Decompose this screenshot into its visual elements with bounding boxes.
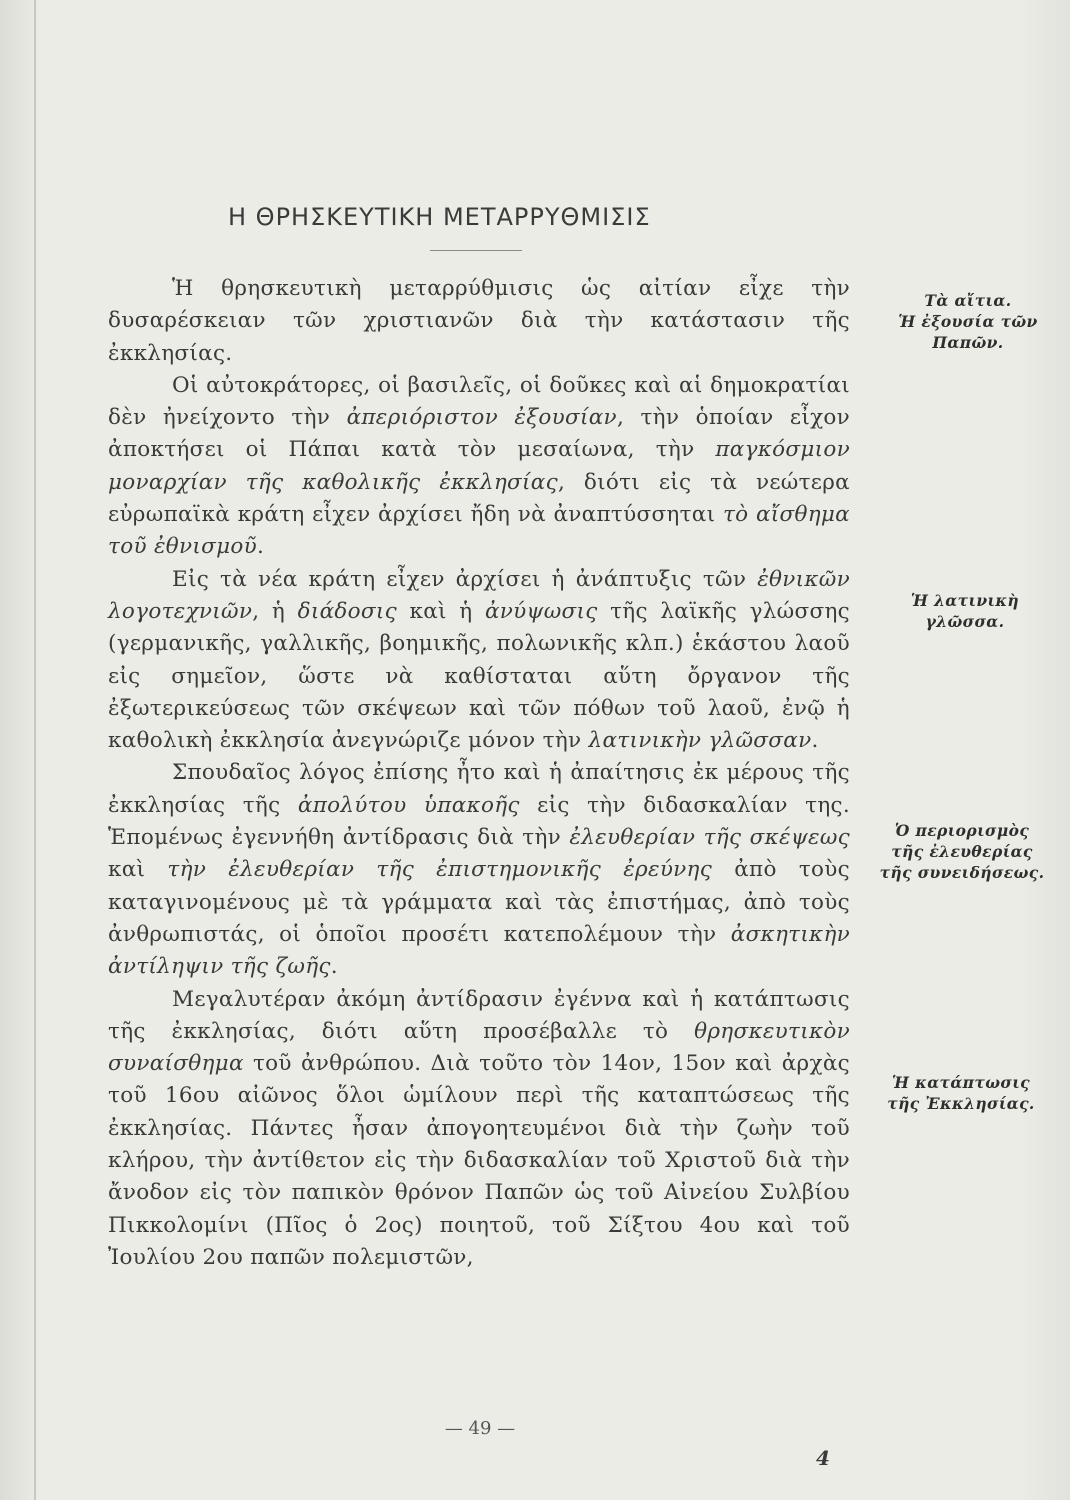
signature-mark: 4 bbox=[816, 1446, 830, 1470]
margin-note-freedom: Ὁ περιορισμὸς τῆς ἐλευθερίας τῆς συνειδήσεως. bbox=[879, 821, 1045, 882]
margin-note-decline: Ἡ κατάπτωσις τῆς Ἐκκλησίας. bbox=[887, 1073, 1035, 1113]
chapter-title: Η ΘΡΗΣΚΕΥΤΙΚΗ ΜΕΤΑΡΡΥΘΜΙΣΙΣ bbox=[228, 203, 651, 231]
paragraph-3: Εἰς τὰ νέα κράτη εἶχεν ἀρχίσει ἡ ἀνάπτυξις τῶν ἐθνικῶν λογοτεχνιῶν, ἡ διάδοσις καὶ ἡ ἀνύψωσις τῆς λαϊκῆς γλώσσης (γερμανικῆς, γαλλικῆς, βοημικῆς, πολωνικῆς κλπ.) ἑκάστου λαοῦ εἰς σημεῖον, ὥστε νὰ καθίσταται αὕτη ὄργανον τῆς ἐξωτερικεύσεως τῶν σκέψεων καὶ τῶν πόθων τοῦ λαοῦ, ἐνῷ ἡ καθολικὴ ἐκκλησία ἀνεγνώριζε μόνον τὴν λατινικὴν γλῶσσαν. bbox=[108, 566, 850, 754]
page-fold bbox=[34, 0, 36, 1500]
margin-note-causes: Τὰ αἴτια. Ἡ ἐξουσία τῶν Παπῶν. bbox=[898, 291, 1038, 352]
paragraph-2: Οἱ αὐτοκράτορες, οἱ βασιλεῖς, οἱ δοῦκες καὶ αἱ δημοκρατίαι δὲν ἠνείχοντο τὴν ἀπεριόριστον ἐξουσίαν, τὴν ὁποίαν εἶχον ἀποκτήσει οἱ Πάπαι κατὰ τὸν μεσαίωνα, τὴν παγκόσμιον μοναρχίαν τῆς καθολικῆς ἐκκλησίας, διότι εἰς τὰ νεώτερα εὐρωπαϊκὰ κράτη εἶχεν ἀρχίσει ἤδη νὰ ἀναπτύσσηται τὸ αἴσθημα τοῦ ἐθνισμοῦ. bbox=[108, 372, 851, 560]
body-text bbox=[108, 273, 850, 1274]
page-number: — 49 — bbox=[444, 1418, 516, 1439]
paragraph-4: Σπουδαῖος λόγος ἐπίσης ἦτο καὶ ἡ ἀπαίτησις ἐκ μέρους τῆς ἐκκλησίας τῆς ἀπολύτου ὑπακοῆς εἰς τὴν διδασκαλίαν της. Ἑπομένως ἐγεννήθη ἀντίδρασις διὰ τὴν ἐλευθερίαν τῆς σκέψεως καὶ τὴν ἐλευθερίαν τῆς ἐπιστημονικῆς ἐρεύνης ἀπὸ τοὺς καταγινομένους μὲ τὰ γράμματα καὶ τὰς ἐπιστήμας, ἀπὸ τοὺς ἀνθρωπιστάς, οἱ ὁποῖοι προσέτι κατεπολέμουν τὴν ἀσκητικὴν ἀντίληψιν τῆς ζωῆς. bbox=[108, 760, 850, 980]
paragraph-1: Ἡ θρησκευτικὴ μεταρρύθμισις ὡς αἰτίαν εἶχε τὴν δυσαρέσκειαν τῶν χριστιανῶν διὰ τὴν κατάστασιν τῆς ἐκκλησίας. bbox=[108, 276, 850, 366]
title-divider bbox=[430, 250, 522, 251]
margin-note-latin: Ἡ λατινικὴ γλῶσσα. bbox=[910, 591, 1020, 631]
paragraph-5: Μεγαλυτέραν ἀκόμη ἀντίδρασιν ἐγέννα καὶ ἡ κατάπτωσις τῆς ἐκκλησίας, διότι αὕτη προσέβαλλε τὸ θρησκευτικὸν συναίσθημα τοῦ ἀνθρώπου. Διὰ τοῦτο τὸν 14ον, 15ον καὶ ἀρχὰς τοῦ 16ου αἰῶνος ὅλοι ὡμίλουν περὶ τῆς καταπτώσεως τῆς ἐκκλησίας. Πάντες ἦσαν ἀπογοητευμένοι διὰ τὴν ζωὴν τοῦ κλήρου, τὴν ἀντίθετον εἰς τὴν διδασκαλίαν τοῦ Χριστοῦ διὰ τὴν ἄνοδον εἰς τὸν παπικὸν θρόνον Παπῶν ὡς τοῦ Αἰνείου Συλβίου Πικκολομίνι (Πῖος ὁ 2ος) ποιητοῦ, τοῦ Σίξτου 4ου καὶ τοῦ Ἰουλίου 2ου παπῶν πολεμιστῶν, bbox=[108, 986, 850, 1270]
